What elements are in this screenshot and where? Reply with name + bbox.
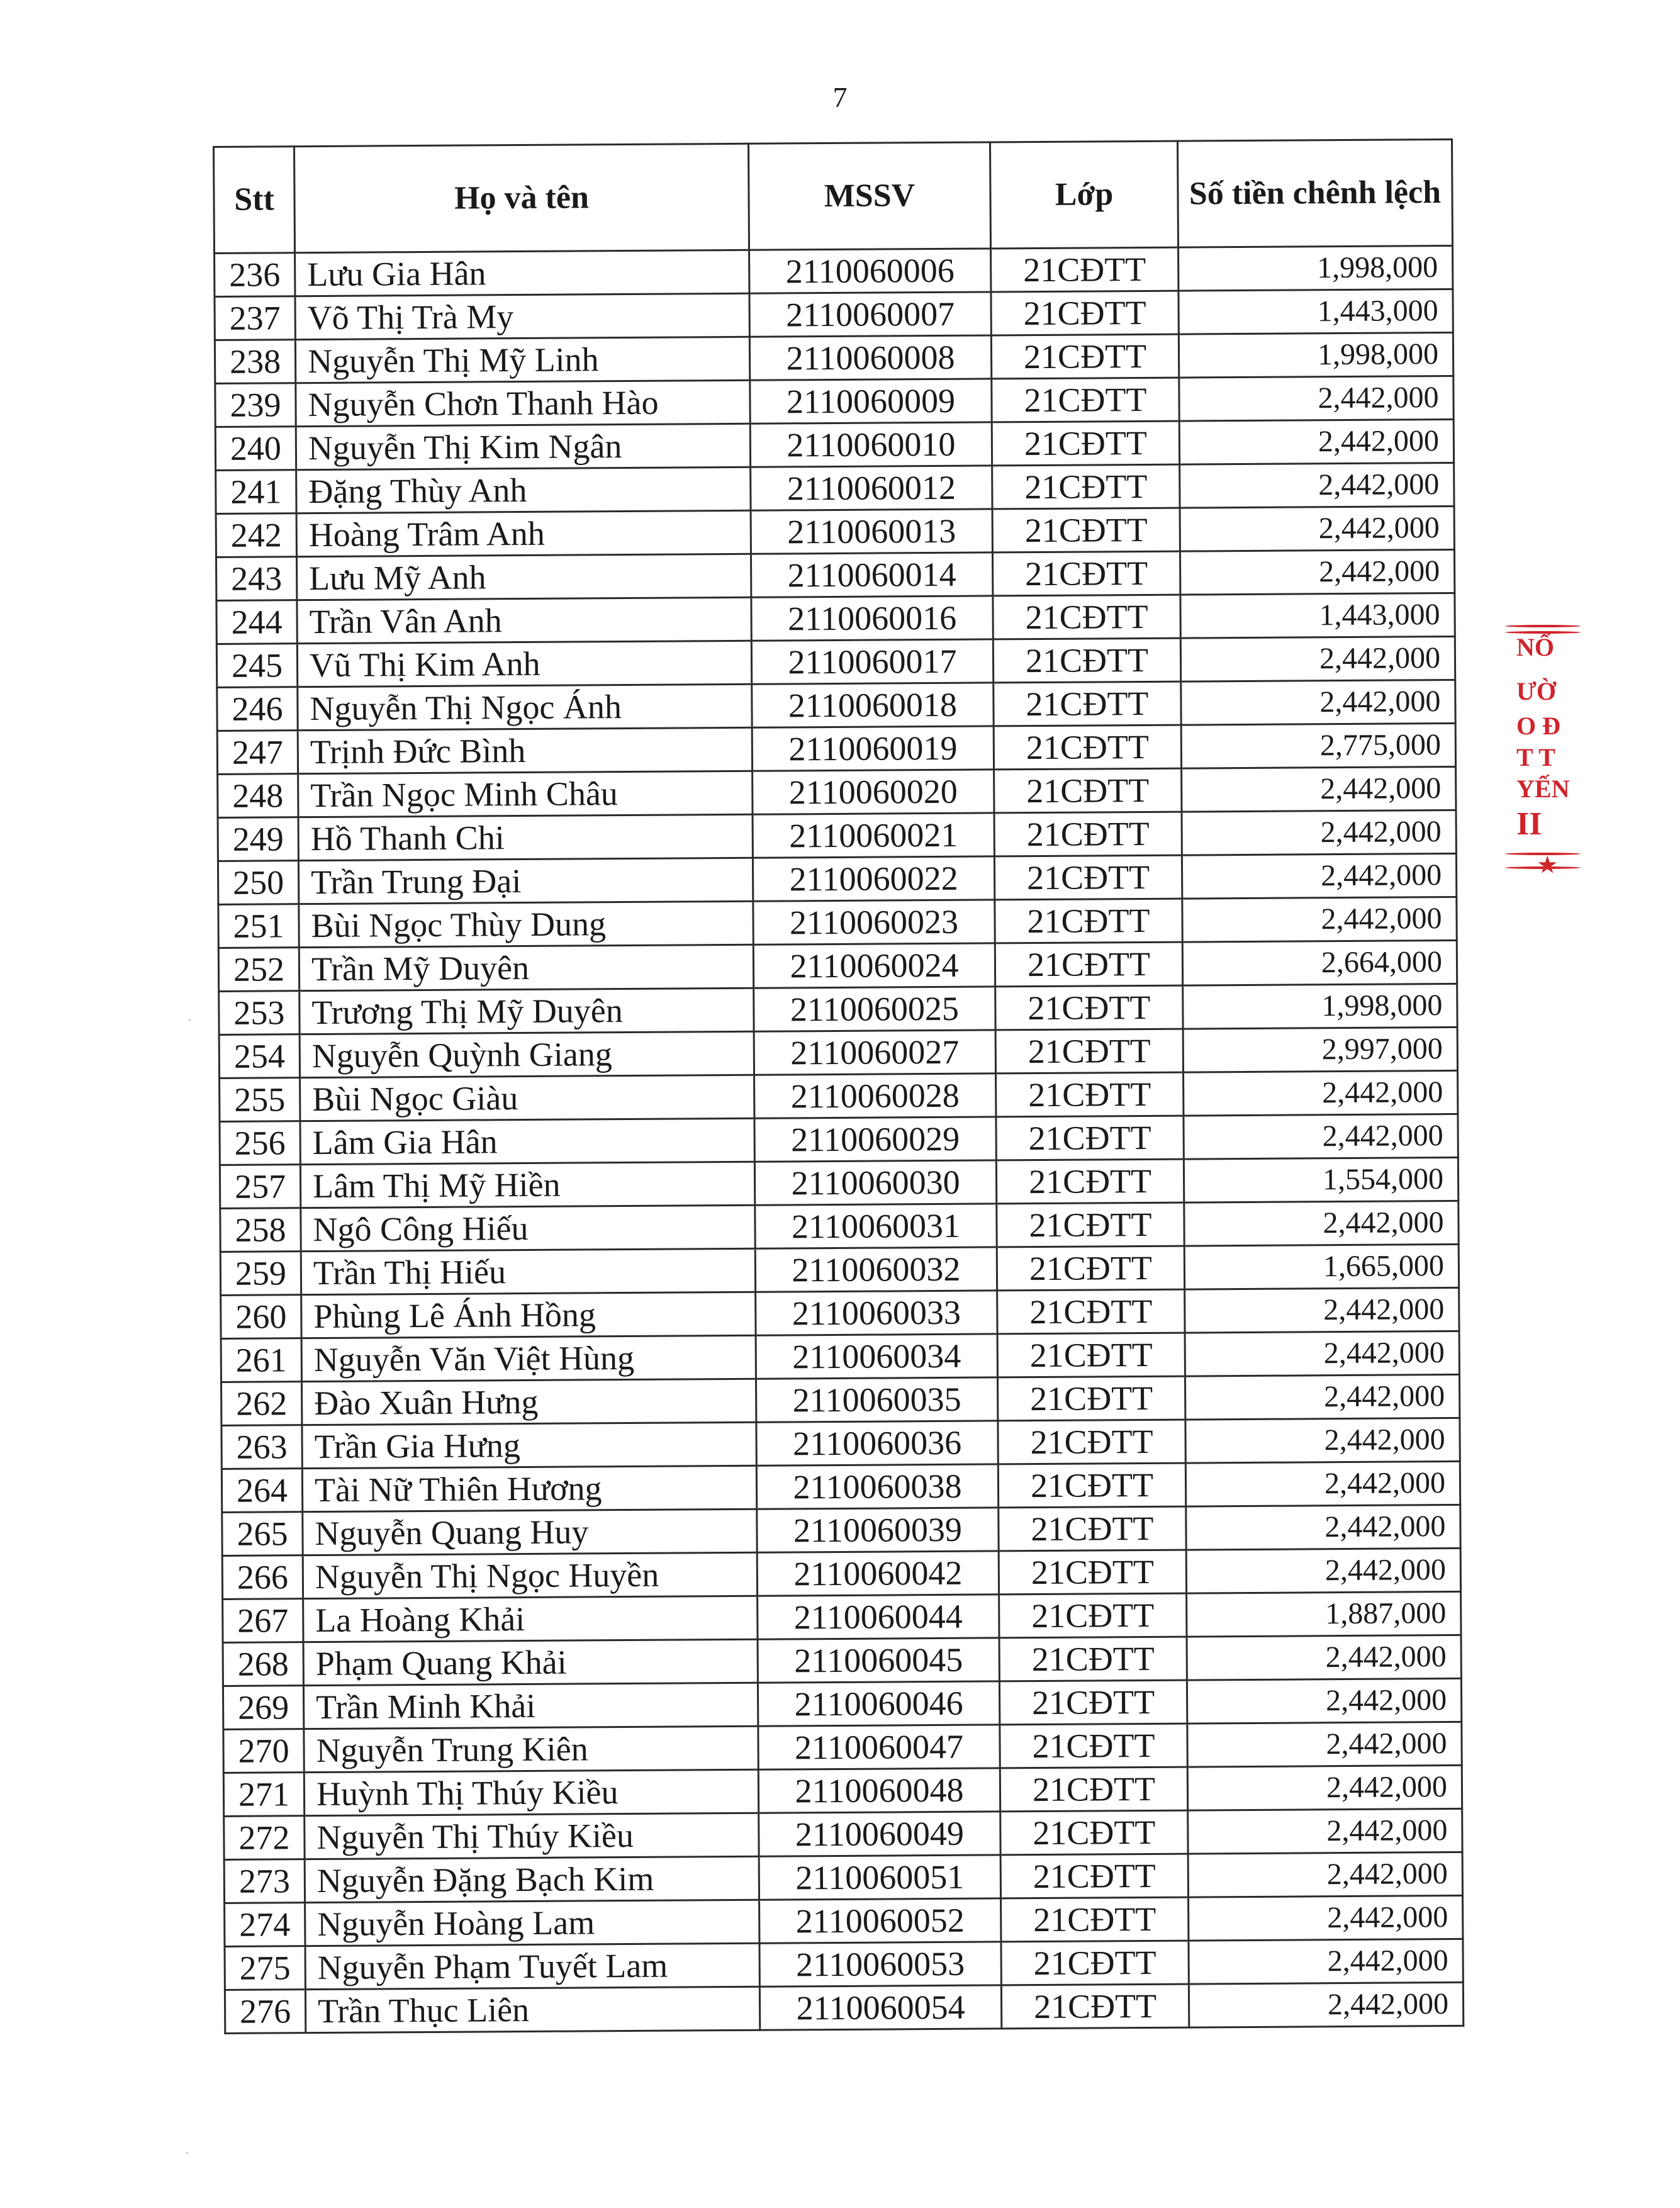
table-row (215, 289, 1453, 340)
stamp-text: NỐ (1516, 633, 1554, 661)
row-class: 21CĐTT (996, 1159, 1184, 1204)
table-row (221, 1374, 1460, 1425)
star-icon: ★ (1538, 854, 1557, 877)
row-name: Lưu Mỹ Anh (296, 554, 751, 600)
row-class: 21CĐTT (993, 638, 1180, 683)
stamp-text: T T (1516, 743, 1555, 771)
row-amount: 1,998,000 (1179, 332, 1453, 378)
row-stt: 250 (218, 861, 298, 905)
table-row (218, 940, 1457, 991)
row-stt: 249 (218, 817, 298, 861)
row-amount: 2,442,000 (1185, 1374, 1459, 1420)
table-row (221, 1287, 1459, 1338)
row-name: Đào Xuân Hưng (301, 1379, 756, 1425)
row-stt: 255 (220, 1078, 300, 1122)
row-name: Lâm Gia Hân (300, 1118, 754, 1164)
table-row (215, 376, 1453, 427)
table-row (221, 1418, 1460, 1469)
row-name: Phạm Quang Khải (303, 1639, 758, 1685)
row-stt: 260 (221, 1295, 301, 1339)
row-mssv: 2110060039 (757, 1508, 999, 1552)
row-stt: 252 (218, 948, 299, 992)
stamp-text: YẾN (1516, 775, 1570, 803)
row-stt: 248 (218, 774, 298, 818)
row-name: Trần Trung Đại (298, 858, 753, 904)
table-row (220, 1070, 1458, 1121)
row-class: 21CĐTT (994, 681, 1181, 726)
row-name: Nguyễn Thị Mỹ Linh (295, 337, 749, 383)
row-class: 21CĐTT (995, 1029, 1183, 1073)
row-amount: 2,442,000 (1179, 419, 1453, 464)
row-name: Phùng Lê Ánh Hồng (301, 1292, 756, 1338)
row-amount: 2,442,000 (1180, 636, 1455, 681)
row-mssv: 2110060048 (758, 1768, 1000, 1813)
row-class: 21CĐTT (994, 812, 1182, 856)
row-mssv: 2110060018 (752, 683, 994, 727)
table-body (215, 245, 1464, 2033)
row-mssv: 2110060024 (753, 943, 995, 988)
row-amount: 2,442,000 (1182, 766, 1456, 812)
row-stt: 268 (223, 1642, 303, 1686)
row-stt: 264 (221, 1469, 302, 1513)
row-mssv: 2110060008 (749, 335, 991, 380)
row-amount: 2,442,000 (1185, 1418, 1460, 1463)
row-amount: 2,442,000 (1189, 1895, 1463, 1941)
row-stt: 246 (217, 687, 298, 731)
row-class: 21CĐTT (995, 985, 1183, 1030)
scan-speck (189, 1019, 191, 1021)
row-mssv: 2110060031 (755, 1204, 997, 1248)
row-stt: 266 (222, 1555, 303, 1600)
row-amount: 1,998,000 (1179, 245, 1453, 291)
table-row (215, 245, 1453, 296)
row-mssv: 2110060013 (751, 509, 992, 554)
row-class: 21CĐTT (1000, 1854, 1188, 1898)
row-name: Ngô Công Hiếu (301, 1205, 755, 1251)
table-row (220, 1201, 1459, 1252)
row-stt: 245 (216, 644, 297, 688)
table-row (225, 1939, 1463, 1990)
row-mssv: 2110060038 (756, 1464, 998, 1509)
row-class: 21CĐTT (1000, 1723, 1187, 1768)
row-amount: 2,442,000 (1188, 1852, 1462, 1897)
row-amount: 2,442,000 (1186, 1505, 1460, 1550)
row-mssv: 2110060025 (754, 987, 995, 1031)
row-class: 21CĐTT (999, 1506, 1186, 1551)
row-stt: 241 (216, 470, 296, 514)
row-class: 21CĐTT (1001, 1897, 1189, 1942)
table-row (223, 1591, 1461, 1642)
row-mssv: 2110060028 (754, 1073, 996, 1118)
table-row (225, 1895, 1463, 1946)
row-amount: 1,887,000 (1187, 1591, 1461, 1637)
row-name: Nguyễn Văn Việt Hùng (301, 1335, 756, 1381)
table-row (220, 1244, 1459, 1295)
row-amount: 2,442,000 (1187, 1722, 1462, 1767)
table-row (218, 810, 1456, 861)
table-row (223, 1678, 1461, 1729)
table-row (217, 680, 1455, 731)
row-class: 21CĐTT (1000, 1767, 1187, 1812)
row-stt: 273 (224, 1859, 305, 1903)
table-row (216, 549, 1454, 600)
row-stt: 275 (225, 1946, 305, 1990)
row-class: 21CĐTT (992, 378, 1179, 422)
row-mssv: 2110060036 (756, 1421, 998, 1465)
student-fee-table (213, 138, 1464, 2034)
row-mssv: 2110060045 (758, 1638, 999, 1683)
stamp-text: O Đ (1516, 712, 1560, 740)
row-name: Nguyễn Chơn Thanh Hào (296, 380, 750, 426)
row-name: Nguyễn Đặng Bạch Kim (305, 1856, 759, 1902)
row-amount: 2,442,000 (1187, 1678, 1461, 1723)
table-row (218, 853, 1456, 904)
row-mssv: 2110060019 (752, 726, 994, 771)
row-mssv: 2110060053 (759, 1942, 1001, 1987)
row-class: 21CĐTT (992, 464, 1180, 509)
table-row (218, 897, 1457, 948)
row-mssv: 2110060012 (751, 466, 992, 510)
row-name: Nguyễn Phạm Tuyết Lam (305, 1943, 759, 1989)
row-name: Hồ Thanh Chi (298, 814, 753, 860)
table-row (223, 1722, 1462, 1773)
row-amount: 1,443,000 (1180, 593, 1455, 638)
row-stt: 254 (219, 1034, 300, 1079)
row-mssv: 2110060016 (751, 596, 993, 641)
table-row (215, 419, 1453, 470)
row-amount: 2,442,000 (1181, 680, 1455, 725)
table-row (216, 593, 1455, 644)
row-stt: 236 (215, 253, 295, 297)
row-amount: 2,442,000 (1187, 1765, 1462, 1810)
row-stt: 238 (215, 340, 295, 384)
row-stt: 271 (223, 1773, 304, 1817)
row-amount: 2,997,000 (1183, 1027, 1457, 1072)
row-name: Trần Vân Anh (297, 597, 751, 643)
row-class: 21CĐTT (1001, 1941, 1189, 1985)
row-mssv: 2110060020 (753, 770, 994, 814)
row-amount: 1,554,000 (1184, 1157, 1458, 1202)
row-class: 21CĐTT (997, 1246, 1184, 1291)
row-amount: 2,442,000 (1180, 549, 1454, 595)
row-amount: 2,442,000 (1187, 1635, 1461, 1680)
row-mssv: 2110060021 (753, 813, 994, 858)
header-class: Lớp (990, 141, 1178, 249)
row-mssv: 2110060009 (750, 379, 992, 423)
row-name: Vũ Thị Kim Anh (297, 641, 751, 686)
row-amount: 2,442,000 (1180, 506, 1454, 551)
table-row (215, 332, 1453, 383)
header-name: Họ và tên (294, 143, 749, 252)
row-mssv: 2110060046 (758, 1681, 999, 1726)
row-stt: 272 (224, 1816, 305, 1860)
row-amount: 2,775,000 (1181, 723, 1455, 768)
row-mssv: 2110060035 (756, 1377, 997, 1422)
row-name: Nguyễn Quang Huy (303, 1509, 757, 1555)
row-stt: 274 (225, 1903, 305, 1947)
table-row (221, 1461, 1460, 1512)
table-row (216, 506, 1454, 557)
row-class: 21CĐTT (997, 1333, 1185, 1377)
row-amount: 2,442,000 (1179, 376, 1453, 421)
row-name: Trương Thị Mỹ Duyên (300, 988, 754, 1034)
row-mssv: 2110060052 (759, 1898, 1001, 1943)
row-stt: 257 (220, 1165, 300, 1209)
row-amount: 2,442,000 (1185, 1461, 1460, 1506)
header-stt: Stt (214, 147, 295, 254)
row-stt: 265 (222, 1512, 303, 1556)
row-name: La Hoàng Khải (303, 1596, 758, 1642)
table-row (220, 1114, 1458, 1165)
row-stt: 239 (215, 383, 296, 427)
table-row (216, 636, 1455, 687)
row-stt: 247 (217, 731, 298, 775)
table-row (219, 984, 1457, 1034)
row-name: Nguyễn Trung Kiên (304, 1726, 758, 1772)
row-name: Nguyễn Hoàng Lam (305, 1900, 759, 1946)
row-stt: 240 (215, 427, 296, 471)
row-name: Trần Gia Hưng (302, 1422, 756, 1468)
row-class: 21CĐTT (996, 1116, 1184, 1160)
row-name: Lưu Gia Hân (295, 250, 749, 296)
row-class: 21CĐTT (997, 1376, 1185, 1421)
row-class: 21CĐTT (992, 551, 1180, 596)
row-stt: 244 (216, 600, 297, 644)
row-mssv: 2110060044 (758, 1594, 999, 1639)
row-name: Nguyễn Thị Ngọc Huyền (303, 1552, 757, 1598)
row-class: 21CĐTT (992, 421, 1179, 466)
row-amount: 1,998,000 (1183, 984, 1457, 1029)
row-name: Bùi Ngọc Thùy Dung (299, 901, 753, 947)
row-name: Đặng Thùy Anh (296, 467, 751, 513)
row-amount: 1,665,000 (1184, 1244, 1459, 1289)
row-class: 21CĐTT (997, 1289, 1185, 1334)
row-class: 21CĐTT (997, 1202, 1184, 1247)
row-amount: 2,442,000 (1185, 1331, 1459, 1376)
table-row (216, 462, 1454, 513)
row-class: 21CĐTT (999, 1680, 1187, 1725)
table-row (220, 1157, 1458, 1208)
table-row (224, 1808, 1462, 1859)
row-class: 21CĐTT (1001, 1984, 1189, 2029)
row-amount: 2,442,000 (1182, 853, 1456, 899)
row-mssv: 2110060006 (749, 249, 991, 293)
table-row (224, 1852, 1462, 1903)
row-name: Võ Thị Trà My (295, 293, 749, 339)
row-amount: 2,442,000 (1184, 1070, 1458, 1116)
table-row (223, 1765, 1462, 1816)
stamp-text: II (1516, 806, 1542, 842)
scan-speck (186, 2152, 188, 2154)
page-number: 7 (832, 81, 848, 113)
table-header (214, 139, 1453, 253)
row-mssv: 2110060027 (754, 1030, 995, 1075)
row-stt: 262 (221, 1382, 302, 1426)
row-stt: 256 (220, 1121, 300, 1165)
row-amount: 2,442,000 (1184, 1114, 1458, 1159)
row-stt: 259 (220, 1252, 301, 1296)
row-mssv: 2110060034 (756, 1334, 997, 1379)
row-stt: 237 (215, 296, 295, 340)
table-row (223, 1635, 1461, 1686)
row-amount: 2,442,000 (1189, 1982, 1463, 2027)
row-stt: 263 (221, 1425, 302, 1469)
table-row (218, 766, 1456, 817)
row-name: Trần Ngọc Minh Châu (298, 771, 753, 817)
table-row (222, 1548, 1460, 1599)
row-class: 21CĐTT (1000, 1810, 1188, 1855)
row-stt: 251 (218, 904, 299, 948)
header-mssv: MSSV (748, 142, 990, 250)
stamp-text: ƯỜ (1516, 677, 1556, 705)
table-row (219, 1027, 1457, 1078)
row-mssv: 2110060051 (759, 1855, 1000, 1900)
row-amount: 2,442,000 (1180, 462, 1454, 508)
row-class: 21CĐTT (991, 291, 1179, 335)
red-stamp-fragment (1505, 620, 1570, 890)
row-class: 21CĐTT (993, 595, 1180, 639)
row-amount: 2,442,000 (1182, 810, 1456, 855)
row-mssv: 2110060033 (756, 1291, 997, 1335)
row-name: Bùi Ngọc Giàu (300, 1075, 754, 1121)
row-name: Nguyễn Thị Kim Ngân (296, 423, 750, 469)
row-amount: 2,442,000 (1189, 1939, 1463, 1984)
row-mssv: 2110060007 (749, 292, 991, 337)
row-class: 21CĐTT (994, 725, 1181, 770)
row-class: 21CĐTT (994, 768, 1182, 813)
row-class: 21CĐTT (998, 1420, 1185, 1464)
row-stt: 270 (223, 1729, 304, 1773)
row-class: 21CĐTT (995, 899, 1182, 943)
row-class: 21CĐTT (992, 508, 1180, 552)
row-stt: 242 (216, 513, 296, 558)
row-amount: 2,442,000 (1186, 1548, 1460, 1593)
table-row (221, 1331, 1459, 1382)
row-stt: 243 (216, 557, 296, 601)
row-name: Nguyễn Thị Thúy Kiều (305, 1813, 759, 1859)
row-name: Huỳnh Thị Thúy Kiều (304, 1769, 758, 1815)
row-amount: 2,664,000 (1182, 940, 1457, 985)
header-row (214, 139, 1453, 253)
row-stt: 253 (219, 991, 300, 1035)
row-name: Nguyễn Thị Ngọc Ánh (298, 684, 752, 730)
row-amount: 1,443,000 (1179, 289, 1453, 334)
row-amount: 2,442,000 (1184, 1201, 1459, 1246)
header-amount: Số tiền chênh lệch (1177, 139, 1452, 247)
row-name: Tài Nữ Thiên Hương (302, 1465, 756, 1511)
row-mssv: 2110060023 (753, 900, 995, 944)
row-amount: 2,442,000 (1185, 1287, 1459, 1333)
row-mssv: 2110060054 (759, 1985, 1001, 2030)
row-amount: 2,442,000 (1188, 1808, 1462, 1854)
row-name: Lâm Thị Mỹ Hiền (300, 1162, 754, 1208)
row-class: 21CĐTT (998, 1463, 1185, 1508)
row-stt: 269 (223, 1686, 303, 1730)
row-name: Trịnh Đức Bình (298, 727, 752, 773)
row-class: 21CĐTT (994, 855, 1182, 900)
row-amount: 2,442,000 (1182, 897, 1457, 942)
row-mssv: 2110060032 (755, 1247, 997, 1292)
row-name: Trần Minh Khải (303, 1683, 758, 1729)
row-mssv: 2110060030 (754, 1160, 996, 1205)
row-name: Nguyễn Quỳnh Giang (300, 1031, 754, 1077)
row-mssv: 2110060029 (754, 1117, 996, 1162)
table-row (225, 1982, 1463, 2033)
row-mssv: 2110060017 (751, 639, 993, 684)
row-name: Trần Mỹ Duyên (299, 944, 753, 990)
row-stt: 276 (225, 1990, 305, 2034)
row-class: 21CĐTT (999, 1550, 1186, 1594)
row-mssv: 2110060022 (753, 856, 994, 901)
table-row (222, 1505, 1460, 1555)
row-name: Trần Thị Hiếu (301, 1248, 755, 1294)
row-mssv: 2110060042 (757, 1551, 999, 1596)
row-mssv: 2110060049 (759, 1812, 1000, 1856)
row-class: 21CĐTT (999, 1637, 1187, 1681)
row-name: Trần Thục Liên (305, 1987, 759, 2032)
row-mssv: 2110060014 (751, 552, 992, 597)
row-mssv: 2110060010 (750, 422, 992, 467)
row-name: Hoàng Trâm Anh (296, 510, 751, 556)
row-stt: 258 (220, 1208, 301, 1252)
row-class: 21CĐTT (991, 247, 1179, 292)
row-stt: 261 (221, 1338, 301, 1382)
row-class: 21CĐTT (999, 1593, 1187, 1638)
row-mssv: 2110060047 (758, 1725, 1000, 1769)
row-class: 21CĐTT (991, 334, 1179, 379)
row-stt: 267 (223, 1599, 303, 1643)
row-class: 21CĐTT (996, 1072, 1184, 1117)
row-class: 21CĐTT (995, 942, 1182, 987)
table-row (217, 723, 1455, 774)
